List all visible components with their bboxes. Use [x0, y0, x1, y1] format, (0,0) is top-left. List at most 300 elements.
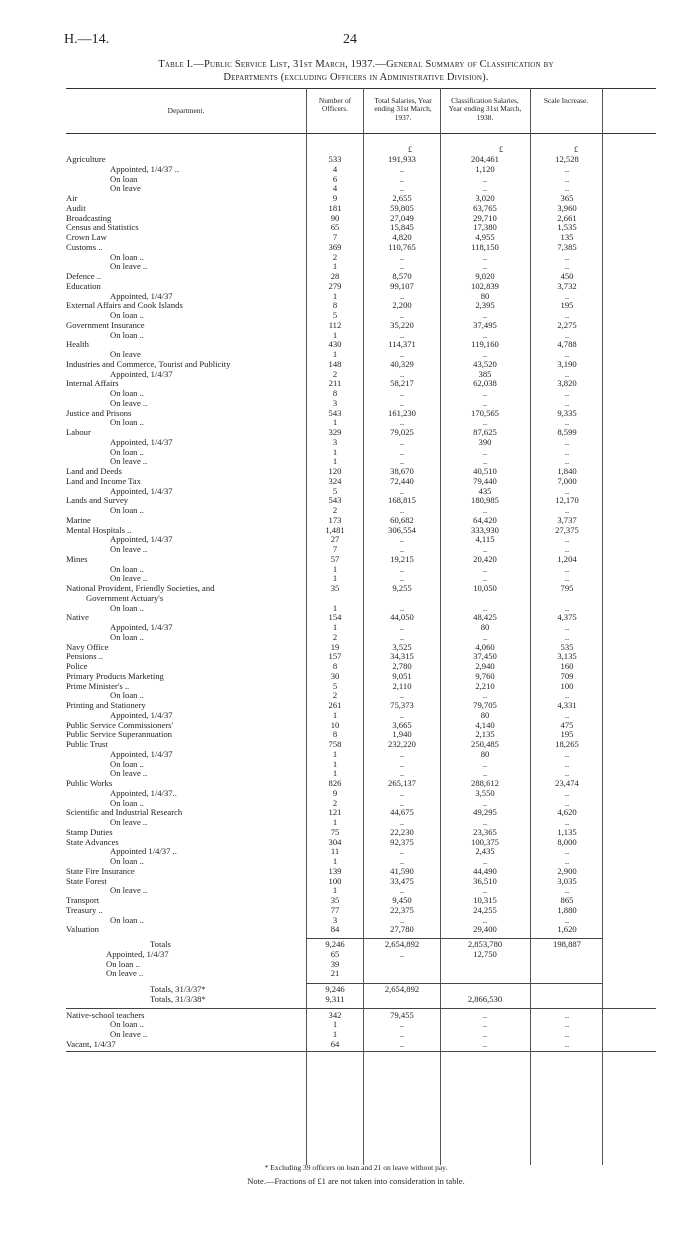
salaries-1937-cell: ..	[399, 856, 405, 866]
department-label: Broadcasting	[66, 213, 112, 223]
department-label: On leave ..	[110, 262, 148, 272]
salaries-1937-cell: 9,255	[392, 583, 412, 593]
officers-cell: 8	[332, 388, 338, 398]
department-label: Appointed, 1/4/37	[110, 291, 173, 301]
scale-increase-cell: 1,620	[557, 924, 577, 935]
officers-cell: 7	[332, 232, 338, 242]
salaries-1937-cell: ..	[399, 456, 405, 467]
department-label: Customs ..	[66, 242, 103, 252]
scale-increase-cell: 4,331	[557, 700, 577, 710]
scale-increase-cell: 2,900	[557, 865, 577, 876]
salaries-1937-cell: 34,315	[390, 651, 414, 662]
salaries-1938-cell: 12,750	[473, 948, 497, 959]
department-label: Mental Hospitals ..	[66, 525, 132, 535]
officers-cell: 157	[328, 651, 342, 662]
department-label: Primary Products Marketing	[66, 671, 164, 681]
department-label: Pensions ..	[66, 652, 104, 662]
department-label: Native	[66, 613, 89, 623]
scale-increase-cell: 8,599	[557, 427, 577, 437]
officers-cell: 2	[332, 505, 338, 515]
salaries-1937-cell: ..	[399, 948, 405, 959]
salaries-1937-cell: 22,375	[390, 904, 414, 915]
salaries-1938-cell: ..	[482, 446, 488, 457]
salaries-1938-cell: 36,510	[473, 875, 497, 886]
officers-cell: 1,481	[325, 524, 345, 535]
salaries-1937-cell: 110,765	[388, 241, 416, 252]
salaries-1938-cell: 2,135	[475, 729, 495, 740]
salaries-1937-cell: ..	[399, 397, 405, 408]
scale-increase-cell: ..	[564, 485, 570, 496]
scale-increase-cell: 18,265	[555, 739, 579, 749]
officers-cell: 3	[332, 914, 338, 925]
department-label: Air	[66, 194, 78, 203]
salaries-1937-cell: ..	[399, 261, 405, 272]
salaries-1937-cell: ..	[399, 173, 405, 184]
salaries-1937-cell: 41,590	[390, 865, 414, 876]
salaries-1938-cell: 204,461	[471, 154, 499, 164]
scale-increase-cell: 1,535	[557, 222, 577, 233]
salaries-1938-cell: 100,375	[471, 836, 499, 847]
scale-increase-cell: 3,820	[557, 378, 577, 389]
salaries-1937-cell: 191,933	[388, 154, 416, 164]
officers-cell: 279	[328, 280, 342, 291]
officers-cell: 4	[332, 163, 338, 174]
officers-cell: 1	[332, 417, 338, 428]
department-label: Appointed, 1/4/37	[110, 623, 173, 632]
officers-cell: 1	[332, 709, 338, 720]
scale-increase-cell: 1,840	[557, 466, 577, 476]
salaries-1938-cell: ..	[482, 690, 488, 701]
salaries-1938-cell: ..	[482, 602, 488, 613]
salaries-1937-cell: ..	[399, 505, 405, 515]
salaries-1937-cell: ..	[399, 290, 405, 301]
officers-cell: 6	[332, 173, 338, 184]
scale-increase-cell: ..	[564, 456, 570, 467]
officers-cell: 758	[328, 739, 342, 749]
department-label: On leave ..	[110, 545, 148, 554]
scale-increase-cell: ..	[564, 446, 570, 457]
scale-increase-cell: 195	[560, 300, 574, 311]
officers-cell: 1	[332, 622, 338, 632]
department-label: Totals, 31/3/38*	[150, 994, 206, 1004]
department-label: Public Service Commissioners'	[66, 720, 174, 730]
salaries-1937-cell: 3,525	[392, 641, 412, 652]
salaries-1937-cell: 2,654,892	[384, 984, 420, 994]
scale-increase-cell: ..	[564, 436, 570, 447]
salaries-1937-cell: 114,371	[388, 339, 416, 350]
salaries-1938-cell: 3,020	[475, 193, 495, 203]
salaries-1938-cell: ..	[482, 261, 488, 272]
salaries-1937-cell: 2,655	[392, 193, 412, 203]
title-line-2: Departments (excluding Officers in Administrative Division).	[223, 72, 489, 83]
department-label: Public Works	[66, 779, 113, 788]
officers-cell: 1	[332, 456, 338, 467]
officers-cell: 90	[330, 212, 340, 223]
scale-increase-cell: 7,385	[557, 241, 577, 252]
summary-table	[66, 88, 656, 1173]
department-label: Valuation	[66, 925, 99, 935]
salaries-1937-cell: 58,217	[390, 378, 414, 389]
officers-cell: 543	[328, 495, 342, 506]
salaries-1937-cell: 92,375	[390, 836, 414, 847]
scale-increase-cell: ..	[564, 251, 570, 262]
scale-increase-cell: ..	[564, 163, 570, 174]
salaries-1937-cell: ..	[399, 758, 405, 769]
officers-cell: 35	[330, 895, 340, 905]
scale-increase-cell: ..	[564, 709, 570, 720]
department-label: On loan ..	[106, 959, 140, 969]
scale-increase-cell: ..	[564, 388, 570, 398]
department-label: On loan ..	[110, 759, 144, 769]
salaries-1938-cell: 80	[480, 290, 490, 301]
scale-increase-cell: 3,737	[557, 514, 577, 525]
department-label: Appointed 1/4/37 ..	[110, 847, 177, 857]
officers-cell: 35	[330, 583, 340, 593]
salaries-1938-cell: 4,115	[475, 534, 495, 545]
salaries-1937-cell: 2,110	[392, 680, 412, 691]
salaries-1937-cell: ..	[399, 388, 405, 398]
salaries-1938-cell: 79,705	[473, 700, 497, 710]
table-title	[60, 58, 652, 84]
department-label: Government Insurance	[66, 320, 145, 330]
table-row	[66, 995, 656, 1005]
scale-increase-cell: ..	[564, 846, 570, 857]
scale-increase-cell: ..	[564, 631, 570, 642]
salaries-1938-cell: 37,495	[473, 319, 497, 330]
salaries-1938-cell: 3,550	[475, 787, 495, 798]
salaries-1938-cell: ..	[482, 173, 488, 184]
officers-cell: 5	[332, 485, 338, 496]
officers-cell: 120	[328, 466, 342, 476]
salaries-1937-cell: 3,665	[392, 719, 412, 730]
table-row	[66, 985, 656, 995]
department-label: State Forest	[66, 876, 107, 886]
department-label: Internal Affairs	[66, 379, 119, 389]
scale-increase-cell: 135	[560, 232, 574, 242]
scale-increase-cell: 2,275	[557, 319, 577, 330]
salaries-1938-cell: ..	[482, 1038, 488, 1049]
scale-increase-cell: 450	[560, 271, 574, 281]
scale-increase-cell: 100	[560, 680, 574, 691]
department-label: Stamp Duties	[66, 827, 113, 837]
department-label: Police	[66, 662, 88, 671]
officers-cell: 5	[332, 680, 338, 691]
footnote: * Excluding 39 officers on loan and 21 on leave without pay.	[264, 1163, 448, 1172]
salaries-1937-cell: 9,051	[392, 670, 412, 681]
department-label: On loan ..	[110, 389, 144, 398]
scale-increase-cell: 8,000	[557, 836, 577, 847]
salaries-1938-cell: 2,866,530	[467, 993, 503, 1004]
officers-cell: 1	[332, 768, 338, 779]
salaries-1938-cell: 102,839	[471, 280, 499, 291]
officers-cell: 430	[328, 339, 342, 350]
scale-increase-cell: 195	[560, 729, 574, 740]
scale-increase-cell: ..	[564, 505, 570, 515]
officers-cell: 324	[328, 475, 342, 486]
department-label: Scientific and Industrial Research	[66, 808, 183, 818]
department-label: State Advances	[66, 837, 119, 847]
department-label: Industries and Commerce, Tourist and Publicity	[66, 359, 231, 369]
salaries-1938-cell: ..	[482, 456, 488, 467]
salaries-1938-cell: ..	[482, 856, 488, 866]
salaries-1938-cell: 119,160	[471, 339, 499, 350]
officers-cell: 148	[328, 358, 342, 369]
scale-increase-cell: ..	[564, 914, 570, 925]
scale-increase-cell: ..	[564, 690, 570, 701]
officers-cell: 65	[330, 948, 340, 959]
officers-cell: 1	[332, 817, 338, 827]
salaries-1938-cell: ..	[482, 573, 488, 584]
department-label: National Provident, Friendly Societies, and	[66, 584, 215, 593]
col-department-header: Department.	[167, 106, 205, 115]
department-label: Prime Minister's ..	[66, 681, 130, 691]
salaries-1937-cell: 75,373	[390, 700, 414, 710]
salaries-1938-cell: 80	[480, 622, 490, 632]
salaries-1938-cell: 2,940	[475, 661, 495, 671]
officers-cell: 4	[332, 183, 338, 194]
department-label: Totals	[150, 940, 171, 949]
scale-increase-cell: 4,620	[557, 807, 577, 818]
scale-increase-cell: ..	[564, 368, 570, 379]
salaries-1938-cell: ..	[482, 758, 488, 769]
officers-cell: 27	[330, 534, 340, 545]
scale-increase-cell: 160	[560, 661, 574, 671]
scale-increase-cell: ..	[564, 573, 570, 584]
scale-increase-cell: ..	[564, 349, 570, 359]
table-row	[66, 950, 656, 960]
salaries-1937-cell: ..	[399, 563, 405, 574]
salaries-1938-cell: ..	[482, 1009, 488, 1020]
scale-increase-cell: ..	[564, 748, 570, 759]
salaries-1937-cell: ..	[399, 573, 405, 584]
salaries-1938-cell: 79,440	[473, 475, 497, 486]
officers-cell: 2	[332, 690, 338, 701]
officers-cell: 2	[332, 797, 338, 808]
department-label: Totals, 31/3/37*	[150, 985, 206, 994]
salaries-1938-cell: 49,295	[473, 807, 497, 818]
salaries-1937-cell: ..	[399, 817, 405, 827]
scale-increase-cell: ..	[564, 1038, 570, 1049]
officers-cell: 369	[328, 241, 342, 252]
scale-increase-cell: ..	[564, 329, 570, 340]
salaries-1938-cell: ..	[482, 397, 488, 408]
officers-cell: 9,246	[325, 939, 345, 949]
salaries-1937-cell: ..	[399, 436, 405, 447]
rule	[306, 983, 602, 984]
salaries-1937-cell: ..	[399, 544, 405, 554]
scale-increase-cell: ..	[564, 183, 570, 194]
officers-cell: 39	[330, 958, 340, 969]
officers-cell: 1	[332, 885, 338, 896]
salaries-1937-cell: ..	[399, 329, 405, 340]
department-label: Appointed, 1/4/37	[110, 749, 173, 759]
salaries-1938-cell: 9,760	[475, 670, 495, 681]
officers-cell: 19	[330, 641, 340, 652]
salaries-1937-cell: 1,940	[392, 729, 412, 740]
department-label: Public Service Superannuation	[66, 730, 172, 740]
salaries-1937-cell: 79,455	[390, 1009, 414, 1020]
department-label: Printing and Stationery	[66, 701, 146, 710]
salaries-1938-cell: 2,395	[475, 300, 495, 311]
salaries-1938-cell: ..	[482, 1019, 488, 1030]
officers-cell: 100	[328, 875, 342, 886]
salaries-1937-cell: ..	[399, 914, 405, 925]
department-label: On leave	[110, 184, 141, 194]
salaries-1938-cell: 4,060	[475, 641, 495, 652]
department-label: Transport	[66, 896, 100, 905]
salaries-1938-cell: 2,853,780	[467, 939, 503, 949]
salaries-1938-cell: ..	[482, 310, 488, 320]
salaries-1938-cell: 63,765	[473, 202, 497, 213]
officers-cell: 64	[330, 1038, 340, 1049]
department-label: Health	[66, 340, 89, 350]
salaries-1938-cell: ..	[482, 505, 488, 515]
salaries-1938-cell: 62,038	[473, 378, 497, 389]
department-label: On leave ..	[110, 886, 148, 896]
department-label: On loan ..	[110, 857, 144, 866]
department-label: Audit	[66, 203, 86, 213]
scale-increase-cell: ..	[564, 290, 570, 301]
department-label: On loan ..	[110, 506, 144, 515]
department-label: Navy Office	[66, 642, 109, 652]
scale-increase-cell: 865	[560, 895, 574, 905]
department-label: Land and Deeds	[66, 467, 122, 476]
officers-cell: 1	[332, 573, 338, 584]
salaries-1938-cell: 24,255	[473, 904, 497, 915]
department-label: Appointed, 1/4/37	[110, 710, 173, 720]
salaries-1937-cell: ..	[399, 1019, 405, 1030]
salaries-1938-cell: ..	[482, 817, 488, 827]
salaries-1938-cell: ..	[482, 183, 488, 194]
department-label: Census and Statistics	[66, 223, 139, 233]
salaries-1937-cell: 99,107	[390, 280, 414, 291]
officers-cell: 1	[332, 1019, 338, 1030]
department-label: State Fire Insurance	[66, 866, 135, 876]
salaries-1937-cell: 19,215	[390, 553, 414, 564]
salaries-1938-cell: 23,365	[473, 826, 497, 837]
scale-increase-cell: 23,474	[555, 778, 579, 788]
col-officers-header: Number of Officers.	[318, 96, 352, 114]
officers-cell: 1	[332, 329, 338, 340]
department-label: Labour	[66, 428, 91, 437]
salaries-1937-cell: ..	[399, 709, 405, 720]
officers-cell: 261	[328, 700, 342, 710]
department-label: On leave ..	[110, 574, 148, 584]
officers-cell: 9	[332, 787, 338, 798]
department-label: On loan ..	[110, 798, 144, 808]
scale-increase-cell: ..	[564, 534, 570, 545]
scale-increase-cell: 9,335	[557, 407, 577, 418]
department-label: On loan ..	[110, 418, 144, 428]
department-label: Justice and Prisons	[66, 408, 132, 418]
officers-cell: 1	[332, 290, 338, 301]
officers-cell: 2	[332, 368, 338, 379]
officers-cell: 1	[332, 446, 338, 457]
salaries-1937-cell: ..	[399, 768, 405, 779]
salaries-1938-cell: 87,625	[473, 427, 497, 437]
department-label: On leave ..	[110, 769, 148, 779]
department-label: On leave ..	[110, 398, 148, 408]
salaries-1937-cell: 8,570	[392, 271, 412, 281]
scale-increase-cell: ..	[564, 856, 570, 866]
salaries-1938-cell: 17,380	[473, 222, 497, 233]
department-label: Mines	[66, 554, 88, 564]
officers-cell: 3	[332, 436, 338, 447]
salaries-1937-cell: ..	[399, 1029, 405, 1039]
department-label: On loan ..	[110, 603, 144, 613]
scale-increase-cell: ..	[564, 768, 570, 779]
department-label: Vacant, 1/4/37	[66, 1039, 116, 1049]
table-row	[66, 940, 656, 950]
table-note: Note.—Fractions of £1 are not taken into consideration in table.	[247, 1176, 465, 1186]
scale-increase-cell: 27,375	[555, 524, 579, 535]
salaries-1937-cell: ..	[399, 446, 405, 457]
salaries-1938-cell: ..	[482, 797, 488, 808]
officers-cell: 543	[328, 407, 342, 418]
salaries-1937-cell: 27,780	[390, 924, 414, 935]
department-label: Education	[66, 281, 101, 291]
salaries-1937-cell: ..	[399, 631, 405, 642]
table-row	[66, 925, 656, 935]
salaries-1938-cell: 40,510	[473, 466, 497, 476]
scale-increase-cell: 3,732	[557, 280, 577, 291]
department-label: Appointed, 1/4/37	[110, 437, 173, 447]
department-label: Lands and Survey	[66, 496, 129, 506]
officers-cell: 8	[332, 300, 338, 311]
department-label: Treasury ..	[66, 905, 103, 915]
salaries-1937-cell: 27,049	[390, 212, 414, 223]
scale-increase-cell: ..	[564, 1019, 570, 1030]
salaries-1937-cell: 2,654,892	[384, 939, 420, 949]
salaries-1937-cell: 265,137	[388, 778, 416, 788]
salaries-1937-cell: 72,440	[390, 475, 414, 486]
col-scale-increase-header: Scale Increase.	[543, 96, 589, 105]
scale-increase-cell: 4,788	[557, 339, 577, 350]
officers-cell: 121	[328, 807, 342, 818]
officers-cell: 826	[328, 778, 342, 788]
salaries-1937-cell: ..	[399, 787, 405, 798]
salaries-1938-cell: ..	[482, 544, 488, 554]
salaries-1937-cell: ..	[399, 485, 405, 496]
pound-sign: £	[499, 145, 503, 154]
salaries-1938-cell: 170,565	[471, 407, 499, 418]
officers-cell: 57	[330, 553, 340, 564]
salaries-1937-cell: ..	[399, 797, 405, 808]
salaries-1937-cell: 40,329	[390, 358, 414, 369]
officers-cell: 10	[330, 719, 340, 730]
title-line-1: Table I.—Public Service List, 31st March, 1937.—General Summary of Classification by	[158, 59, 554, 70]
scale-increase-cell: 12,528	[555, 154, 579, 164]
scale-increase-cell: ..	[564, 310, 570, 320]
scale-increase-cell: ..	[564, 397, 570, 408]
salaries-1938-cell: 20,420	[473, 553, 497, 564]
department-label: Agriculture	[66, 155, 106, 164]
scale-increase-cell: ..	[564, 885, 570, 896]
officers-cell: 75	[330, 826, 340, 837]
table-header-row	[66, 88, 656, 134]
department-label: Government Actuary's	[86, 593, 164, 603]
department-label: On loan	[110, 174, 138, 184]
officers-cell: 77	[330, 904, 340, 915]
scale-increase-cell: 1,204	[557, 553, 577, 564]
officers-cell: 154	[328, 612, 342, 623]
department-label: Appointed, 1/4/37	[110, 486, 173, 496]
salaries-1937-cell: 2,200	[392, 300, 412, 311]
salaries-1938-cell: 4,140	[475, 719, 495, 730]
page-number: 24	[343, 32, 357, 47]
department-label: Native-school teachers	[66, 1010, 145, 1020]
officers-cell: 1	[332, 349, 338, 359]
